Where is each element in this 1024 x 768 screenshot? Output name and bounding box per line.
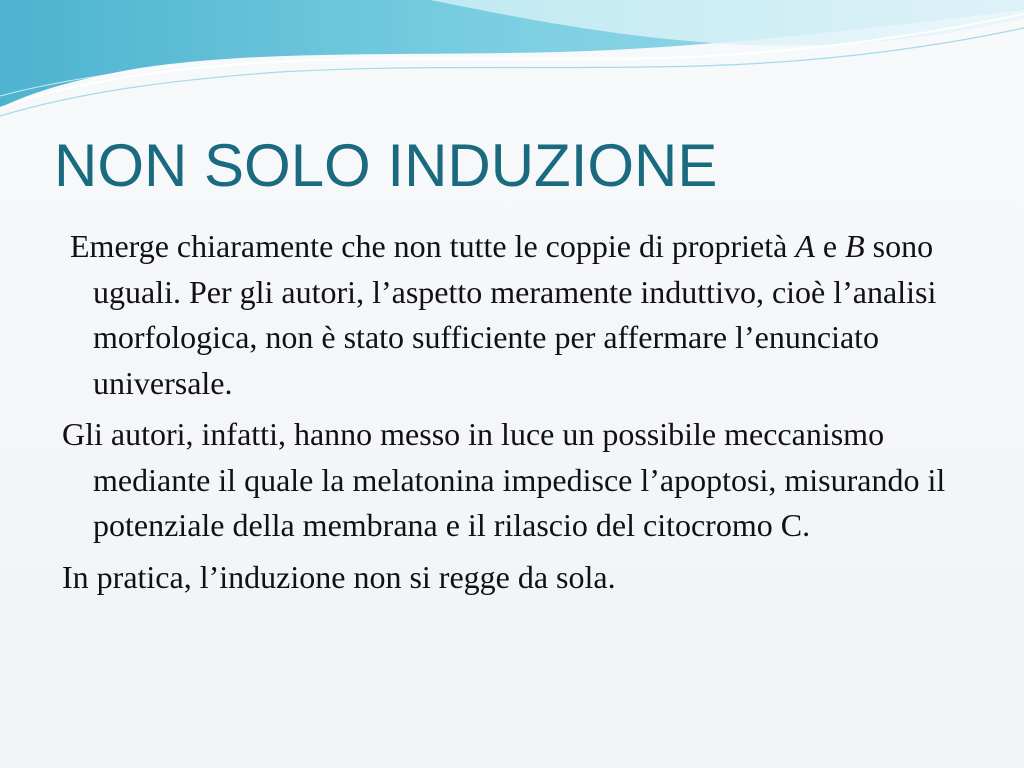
paragraph-1-text-a: Emerge chiaramente che non tutte le coppie di proprietà: [70, 228, 796, 264]
paragraph-1: [62, 224, 962, 406]
variable-a: A: [795, 228, 815, 264]
slide-body: [62, 224, 962, 606]
variable-b: B: [845, 228, 865, 264]
paragraph-1-text-c: sono uguali. Per gli autori, l’aspetto meramente induttivo, cioè l’analisi morfologica, non è stato sufficiente per affermare l’enunciato universale.: [93, 228, 937, 401]
paragraph-3: In pratica, l’induzione non si regge da sola.: [62, 558, 616, 595]
header-wave-decoration: [0, 0, 1024, 130]
slide-title: NON SOLO INDUZIONE: [54, 132, 718, 199]
paragraph-2: Gli autori, infatti, hanno messo in luce un possibile meccanismo mediante il quale la melatonina impedisce l’apoptosi, misurando il potenziale della membrana e il rilascio del citocromo C.: [62, 416, 946, 543]
paragraph-1-text-b: e: [814, 228, 846, 264]
